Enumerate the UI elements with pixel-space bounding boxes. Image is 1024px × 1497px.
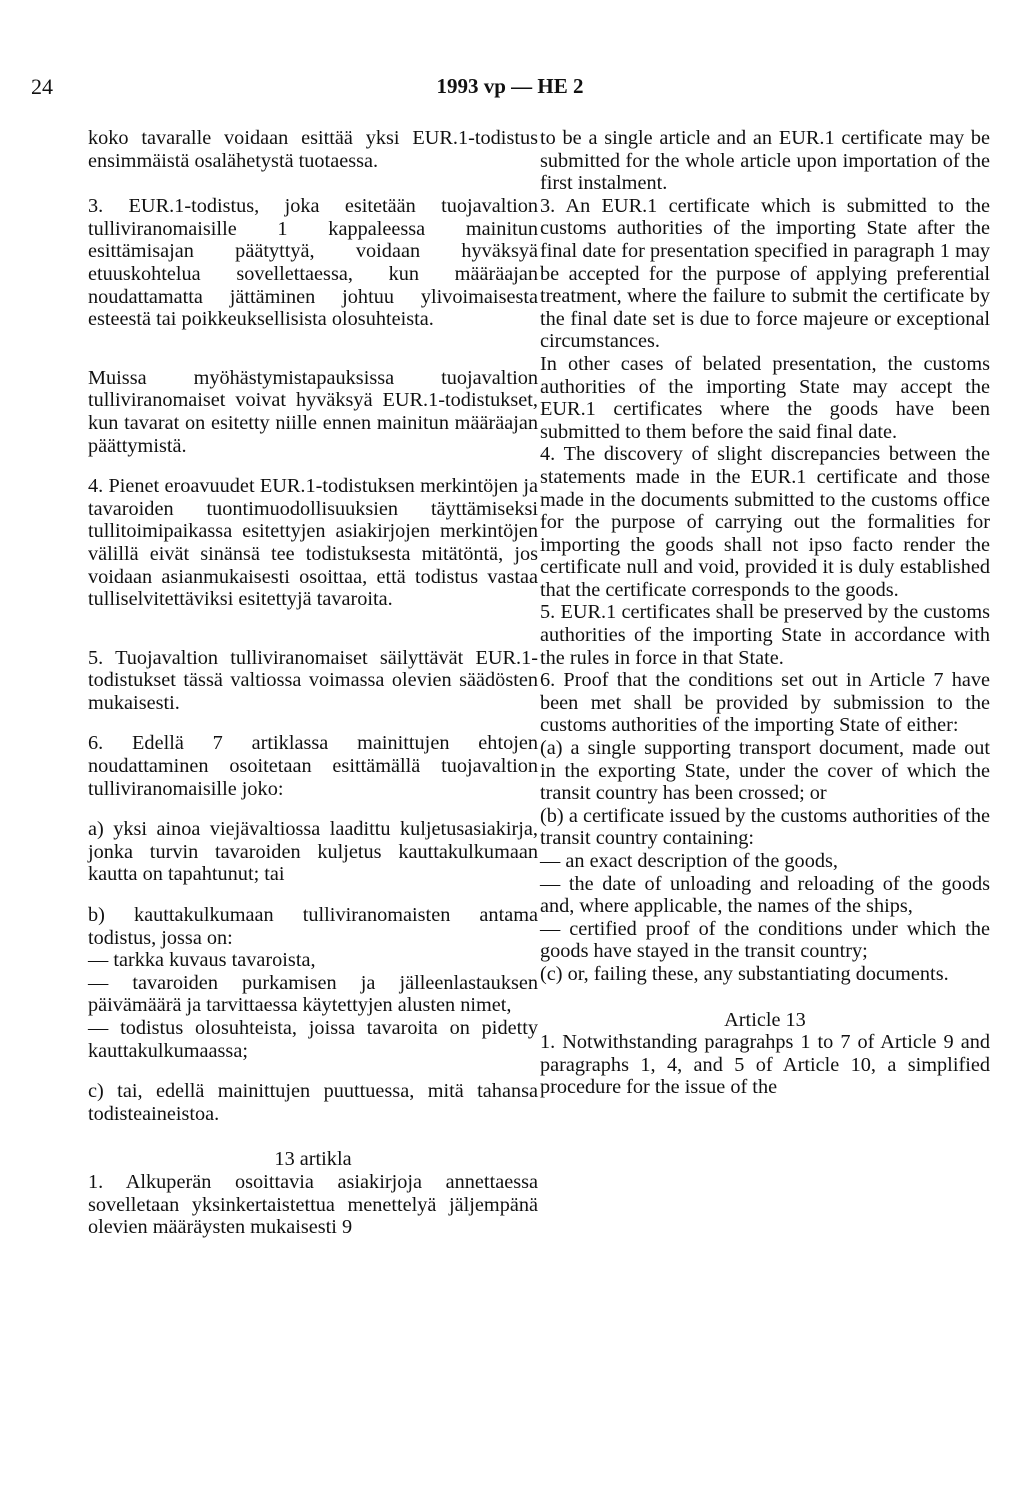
paragraph-fi-continuation: koko tavaralle voidaan esittää yksi EUR.1-todistus ensimmäistä osalähetystä tuotaessa. [88, 127, 538, 172]
list-item-en-6b1: — an exact description of the goods, [540, 850, 838, 872]
paragraph-fi-3b: Muissa myöhästymistapauksissa tuojavaltion tulliviranomaiset voivat hyväksyä EUR.1-todistukset, kun tavarat on esitetty niille ennen mainitun määräajan päättymistä. [88, 366, 538, 457]
running-head: 1993 vp — HE 2 [436, 74, 584, 98]
paragraph-fi-art13-1: 1. Alkuperän osoittavia asiakirjoja annettaessa sovelletaan yksinkertaistettua menettelyä jäljempänä olevien määräysten mukaisesti 9 [88, 1170, 538, 1239]
paragraph-en-3: 3. An EUR.1 certificate which is submitted to the customs authorities of the importing State after the final date for presentation specified in paragraph 1 may be accepted for the purpose of applying preferential treatment, where the failure to submit the certificate by the final date set is due to force majeure or exceptional circumstances. [540, 194, 990, 353]
paragraph-fi-6a: a) yksi ainoa viejävaltiossa laadittu kuljetusasiakirja, jonka turvin tavaroiden kuljetus kauttakulkumaan kautta on tapahtunut; tai [88, 818, 538, 886]
article-heading-en: Article 13 [724, 1008, 806, 1031]
list-item-fi-6b3: — todistus olosuhteista, joissa tavaroita on pidetty kauttakulkumaassa; [88, 1017, 538, 1062]
paragraph-fi-5: 5. Tuojavaltion tulliviranomaiset säilyttävät EUR.1-todistukset tässä valtiossa voimassa olevien säädösten mukaisesti. [88, 646, 538, 714]
list-item-en-6b2: — the date of unloading and reloading of the goods and, where applicable, the names of the ships, [540, 872, 990, 918]
paragraph-en-6b: (b) a certificate issued by the customs authorities of the transit country containing: [540, 804, 990, 850]
list-item-fi-6b1: — tarkka kuvaus tavaroista, [88, 949, 316, 972]
list-item-fi-6b2: — tavaroiden purkamisen ja jälleenlastauksen päivämäärä ja tarvittaessa käytettyjen alusten nimet, [88, 971, 538, 1017]
english-column [540, 127, 990, 1099]
paragraph-en-5: 5. EUR.1 certificates shall be preserved by the customs authorities of the importing State in accordance with the rules in force in that State. [540, 601, 990, 669]
paragraph-en-6: 6. Proof that the conditions set out in Article 7 have been met shall be provided by submission to the customs authorities of the importing State of either: [540, 669, 990, 737]
paragraph-fi-6b: b) kauttakulkumaan tulliviranomaisten antama todistus, jossa on: [88, 904, 538, 949]
article-heading-fi: 13 artikla [274, 1148, 352, 1171]
paragraph-en-6c: (c) or, failing these, any substantiating documents. [540, 962, 949, 985]
paragraph-en-continuation: to be a single article and an EUR.1 certificate may be submitted for the whole article upon importation of the first instalment. [540, 127, 990, 195]
list-item-en-6b3: — certified proof of the conditions under which the goods have stayed in the transit country; [540, 917, 990, 963]
paragraph-fi-4: 4. Pienet eroavuudet EUR.1-todistuksen merkintöjen ja tavaroiden tuontimuodollisuuksien täyttämiseksi tullitoimipaikassa esitettyjen asiakirjojen merkintöjen välillä eivät sinänsä tee todistuksesta mitätöntä, jos voidaan asianmukaisesti osoittaa, että todistus vastaa tulliselvitettäviksi esitettyjä tavaroita. [88, 475, 538, 611]
page-number: 24 [31, 74, 53, 99]
paragraph-fi-6c: c) tai, edellä mainittujen puuttuessa, mitä tahansa todisteaineistoa. [88, 1080, 538, 1125]
paragraph-en-6a: (a) a single supporting transport document, made out in the exporting State, under the cover of which the transit country has been crossed; or [540, 737, 990, 805]
paragraph-en-4: 4. The discovery of slight discrepancies between the statements made in the EUR.1 certificate and those made in the documents submitted to the customs office for the purpose of carrying out the formalities for importing the goods shall not ipso facto render the certificate null and void, provided it is duly established that the certificate corresponds to the goods. [540, 443, 990, 601]
paragraph-fi-6: 6. Edellä 7 artiklassa mainittujen ehtojen noudattaminen osoitetaan esittämällä tuojavaltion tulliviranomaisille joko: [88, 732, 538, 800]
paragraph-en-3b: In other cases of belated presentation, the customs authorities of the importing State may accept the EUR.1 certificates where the goods have been submitted to them before the said final date. [540, 352, 990, 443]
paragraph-en-art13-1: 1. Notwithstanding paragrahps 1 to 7 of Article 9 and paragraphs 1, 4, and 5 of Article 10, a simplified procedure for the issue of the [540, 1031, 990, 1099]
finnish-column [88, 127, 538, 1239]
page-header [31, 74, 989, 104]
paragraph-fi-3: 3. EUR.1-todistus, joka esitetään tuojavaltion tulliviranomaisille 1 kappaleessa mainitun esittämisajan päätyttyä, voidaan hyväksyä etuuskohtelua sovellettaessa, kun määräajan noudattamatta jättäminen johtuu ylivoimaisesta esteestä tai poikkeuksellisista olosuhteista. [88, 195, 538, 331]
